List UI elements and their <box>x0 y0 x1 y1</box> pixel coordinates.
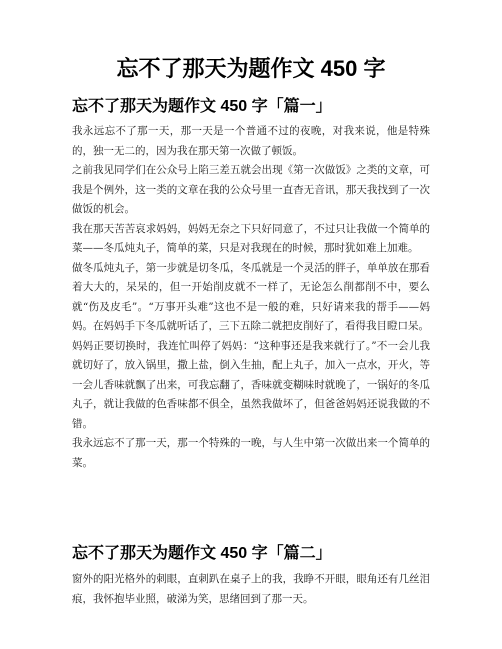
section-heading-2: 忘不了那天为题作文 450 字「篇二」 <box>72 545 332 562</box>
paragraph: 妈妈正要切换时，我连忙叫停了妈妈：“这种事还是我来就行了。”不一会儿我就切好了，放入锅里，撒上盐，倒入生抽，配上丸子，加入一点水，开火，等一会儿香味就飘了出来，可我忘翻了，香味就变糊味时就晚了，一锅好的冬瓜丸子，就让我做的色香味都不俱全，虽然我做坏了，但爸爸妈妈还说我做的不错。 <box>72 339 430 430</box>
document-title: 忘不了那天为题作文 450 字 <box>116 56 386 81</box>
paragraph: 做冬瓜炖丸子，第一步就是切冬瓜，冬瓜就是一个灵活的胖子，单单放在那看着大大的，呆呆的，但一开始削皮就不一样了，无论怎么削都削不中，要么就“伤及皮毛”。“万事开头难”这也不是一般的难，只好请来我的帮手——妈妈。在妈妈手下冬瓜就听话了，三下五除二就把皮削好了，看得我目瞪口呆。 <box>72 261 430 332</box>
paragraph: 我在那天苦苦哀求妈妈，妈妈无奈之下只好同意了，不过只让我做一个简单的菜——冬瓜炖丸子，简单的菜，只是对我现在的时候，那时犹如难上加难。 <box>72 222 430 254</box>
section-body-2 <box>72 570 430 609</box>
paragraph: 窗外的阳光格外的刺眼，直刺趴在桌子上的我，我睁不开眼，眼角还有几丝泪痕，我怀抱毕业照，破涕为笑，思绪回到了那一天。 <box>72 573 430 605</box>
section-heading-1: 忘不了那天为题作文 450 字「篇一」 <box>72 98 332 115</box>
paragraph: 之前我见同学们在公众号上陷三差五就会出现《第一次做饭》之类的文章，可我是个例外，这一类的文章在我的公众号里一直杳无音讯，那天我找到了一次做饭的机会。 <box>72 164 430 215</box>
paragraph: 我永远忘不了那一天，那一个特殊的一晚，与人生中第一次做出来一个简单的菜。 <box>72 437 430 469</box>
section-body-1 <box>72 122 430 473</box>
paragraph: 我永远忘不了那一天，那一天是一个普通不过的夜晚，对我来说，他是特殊的，独一无二的，因为我在那天第一次做了顿饭。 <box>72 125 430 157</box>
